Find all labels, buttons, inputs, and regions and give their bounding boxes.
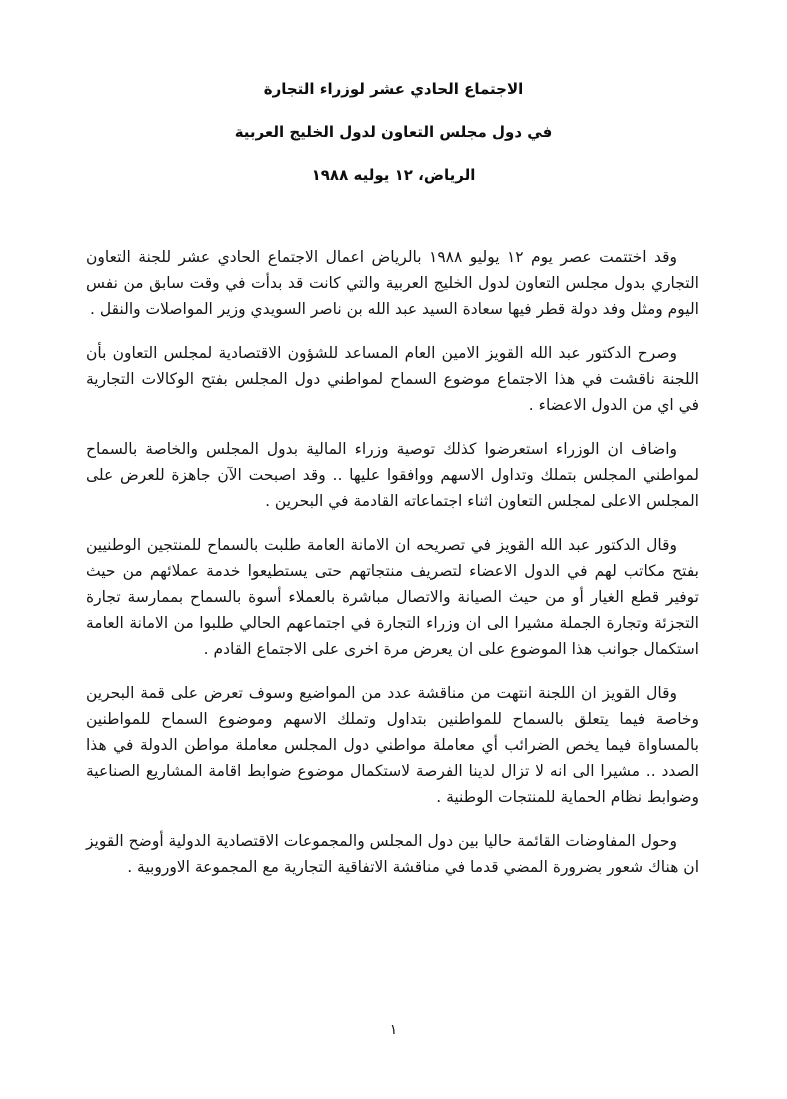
document-title-block xyxy=(0,0,787,188)
paragraph-3: واضاف ان الوزراء استعرضوا كذلك توصية وزراء المالية بدول المجلس والخاصة بالسماح لمواطني المجلس بتملك وتداول الاسهم ووافقوا عليها .. وقد اصبحت الآن جاهزة للعرض على المجلس الاعلى لمجلس التعاون اثناء اجتماعاته القادمة في البحرين . xyxy=(86,440,699,510)
paragraph-1: وقد اختتمت عصر يوم ١٢ يوليو ١٩٨٨ بالرياض اعمال الاجتماع الحادي عشر للجنة التعاون التجاري بدول مجلس التعاون لدول الخليج العربية والتي كانت قد بدأت في وقت سابق من نفس اليوم ومثل وفد دولة قطر فيها سعادة السيد عبد الله بن ناصر السويدي وزير المواصلات والنقل . xyxy=(86,248,699,318)
page-number: ١ xyxy=(389,1022,398,1038)
paragraph-2: وصرح الدكتور عبد الله القويز الامين العام المساعد للشؤون الاقتصادية لمجلس التعاون بأن اللجنة ناقشت في هذا الاجتماع موضوع السماح لمواطني دول المجلس بفتح الوكالات التجارية في اي من الدول الاعضاء . xyxy=(86,344,699,414)
paragraph-6: وحول المفاوضات القائمة حاليا بين دول المجلس والمجموعات الاقتصادية الدولية أوضح القويز ان هناك شعور بضرورة المضي قدما في مناقشة الاتفاقية التجارية مع المجموعة الاوروبية . xyxy=(86,832,699,876)
document-title-date: الرياض، ١٢ يوليه ١٩٨٨ xyxy=(311,166,476,184)
document-title-line-1: الاجتماع الحادي عشر لوزراء التجارة xyxy=(263,80,524,98)
document-body xyxy=(86,244,699,880)
document-title-line-2: في دول مجلس التعاون لدول الخليج العربية xyxy=(234,123,553,141)
paragraph-4: وقال الدكتور عبد الله القويز في تصريحه ان الامانة العامة طلبت بالسماح للمنتجين الوطنيين بفتح مكاتب لهم في الدول الاعضاء لتصريف منتجاتهم حتى يستطيعوا خدمة عملائهم من حيث توفير قطع الغيار أو من حيث الصيانة والاتصال مباشرة بالعملاء أسوة بالسماح بممارسة تجارة التجزئة وتجارة الجملة مشيرا الى ان وزراء التجارة في اجتماعهم الحالي طلبوا من الامانة العامة استكمال جوانب هذا الموضوع على ان يعرض مرة اخرى على الاجتماع القادم . xyxy=(86,536,699,658)
paragraph-5: وقال القويز ان اللجنة انتهت من مناقشة عدد من المواضيع وسوف تعرض على قمة البحرين وخاصة فيما يتعلق بالسماح للمواطنين بتداول وتملك الاسهم وموضوع السماح للمواطنين بالمساواة فيما يخص الضرائب أي معاملة مواطني دول المجلس معاملة مواطن الدولة في هذا الصدد .. مشيرا الى انه لا تزال لدينا الفرصة لاستكمال موضوع ضوابط اقامة المشاريع الصناعية وضوابط نظام الحماية للمنتجات الوطنية . xyxy=(86,684,699,806)
